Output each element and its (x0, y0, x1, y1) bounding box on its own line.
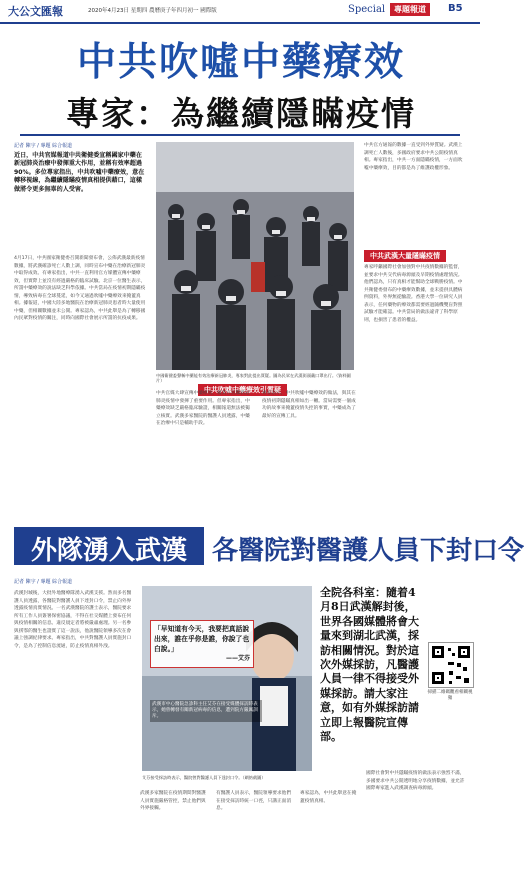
story2-body: 武漢封城後，大批外地醫療隊湧入武漢支援。然而多名醫護人員透露，各醫院對醫護人員下達封口令，禁止向外界透露疫情真實情況。一名武漢醫院的護士表示，醫院要求所有工作人員簽署保密協議，不得在社交媒體上發布任何與疫情相關的信息。違反規定者將被嚴肅處理。另一名參與援鄂的醫生也證實了這一說法，他說醫院領導多次在會議上強調紀律要求。專家指出，中共對醫護人員實施封口令，是為了控制信息流通，防止疫情真相外洩。 (14, 591, 132, 649)
photo2-caption: 艾芬接受採訪時表示，醫院曾對醫護人員下達封口令。（網絡截圖） (142, 775, 266, 780)
story2-col3: 武漢多家醫院在疫情期間對醫護人員實施嚴格管控，禁止他們與外界接觸。 (140, 791, 206, 811)
story1-body: 4月17日，中共國家衛健委召開新聞發布會，公佈武漢最新疫情數據，將武漢確診死亡人數上調，同時宣布中藥在治療新冠肺炎中取得成效。有專家指出，中共一直利用官方媒體宣傳中藥療效，但實際上並沒有經過嚴格的臨床試驗。北京一位醫生表示，所謂中藥療效的說法缺乏科學依據。中共當局在疫情初期隱瞞疫情，導致病毒在全球蔓延，如今又通過吹噓中藥療效來掩蓋真相。據報道，中國大陸多地醫院在治療新冠肺炎患者時大量使用中藥，但相關數據並未公開。專家認為，中共此舉是為了轉移國內民眾對疫情的關注，同時向國際社會展示所謂的抗疫成果。 (14, 256, 146, 321)
story2-col4: 有醫護人員表示，醫院領導要求他們在接受採訪時統一口徑，只講正面消息。 (216, 791, 292, 811)
story1-subtitle: 專家：為繼續隱瞞疫情 (66, 94, 416, 133)
subhead-1: 中共吹噓中藥療效引質疑 (198, 384, 287, 396)
story1-byline: 記者 陳宇 / 專題 綜合報道 (14, 143, 73, 149)
quote-box (150, 620, 254, 668)
crowd-photo (156, 142, 354, 370)
notice-text: 全院各科室：隨着4月8日武漢解封後，世界各國媒體將會大量來到湖北武漢，採訪相關情況。對於這次外媒採訪，凡醫護人員一律不得接受外媒採訪。請大家注意，如有外媒採訪請立即上報醫院宣傳部。 (320, 586, 419, 744)
quote-note: 武漢市中心醫院急診科主任艾芬在接受媒體採訪時表示，她曾轉發有關新冠病毒的信息，遭到院方嚴厲訓斥。 (150, 700, 262, 722)
qr-code-icon[interactable] (428, 642, 474, 688)
story1-lead: 近日，中共官媒報道中共衛健委宣稱國家中藥在新冠肺炎治療中發揮重大作用，並稱有效率超過90%。多位專家指出，中共吹噓中藥療效，意在轉移視線，為繼續隱瞞疫情真相提供藉口，這樣做將令更多無辜的人受害。 (14, 152, 145, 193)
story2-title-b: 各醫院對醫護人員下封口令 (212, 536, 524, 566)
story2-title-a: 外隊湧入武漢 (30, 536, 187, 566)
story2-col6: 國際社會對中共隱瞞疫情的做法表示強烈不滿，多國要求中共公開透明地分享疫情數據，並允許國際專家進入武漢調查病毒源頭。 (366, 771, 465, 791)
page-number: B5 (448, 3, 463, 14)
special-label: Special (348, 4, 386, 15)
story1-col4b: 專家呼籲國際社會加強對中共疫情數據的監督，並要求中共交代病毒源頭及早期疫情處理情況。他們認為，只有真相才能幫助全球戰勝疫情。中共衛健委發布的中藥療效數據，並未提供具體病例資料，外界無從驗證。香港大學一位研究人員表示，任何藥物的療效都需要經過隨機雙盲對照試驗才能確認。中共當局的做法違背了科學原則，也損害了患者的權益。 (364, 265, 463, 323)
title-divider (20, 134, 460, 136)
qr-caption: 掃描二維碼觀看相關視頻 (427, 690, 473, 701)
issue-date: 2020年4月23日 星期四 農曆庚子年四月初一 國際版 (88, 8, 217, 14)
newspaper-brand: 大公文匯報 (8, 5, 63, 18)
quote-text: 「早知道有今天，我要把真話說出來，誰在乎你是誰，你說了也白說。」 (154, 625, 250, 653)
story1-title: 中共吹噓中藥療效 (76, 39, 405, 85)
section-badge: 專題報道 (390, 3, 430, 16)
hospital-notice (320, 586, 424, 762)
story1-col4: 中共官方通報的數據一直受到外界質疑。武漢上調死亡人數後，多國政府要求中共公開疫情真相。專家指出，中共一方面隱瞞疫情，一方面吹噓中藥療效，目的都是為了維護政權形象。 (364, 143, 463, 171)
photo1-caption: 中國衛健委聲稱中藥能有效治療新冠肺炎，專家對此提出質疑。圖為民眾在武漢街頭戴口罩出行。（資料圖片） (156, 373, 351, 384)
story2-col5: 專家認為，中共此舉意在掩蓋疫情真相。 (300, 791, 357, 804)
portrait-photo (142, 586, 312, 771)
story1-col3: 專家表示，中共吹噓中藥療效的做法，與其在疫情初期隱瞞真相如出一轍。當局需要一個成功的故事來掩蓋疫情失控的事實，中藥成為了最好的宣傳工具。 (262, 391, 356, 419)
quote-attribution: ——艾芬 (225, 655, 250, 662)
story1-col2: 中共官媒大肆宣傳中藥療效，稱其在抗擊新冠肺炎疫情中發揮了重要作用。但專家指出，中藥療效缺乏嚴格臨床驗證，相關報道無法被獨立核實。武漢多家醫院的醫護人員透露，中藥在治療中只是輔助手段。 (156, 391, 250, 426)
story2-byline: 記者 陳宇 / 專題 綜合報道 (14, 579, 73, 585)
subhead-2: 中共武漢大量隱瞞疫情 (364, 250, 446, 262)
